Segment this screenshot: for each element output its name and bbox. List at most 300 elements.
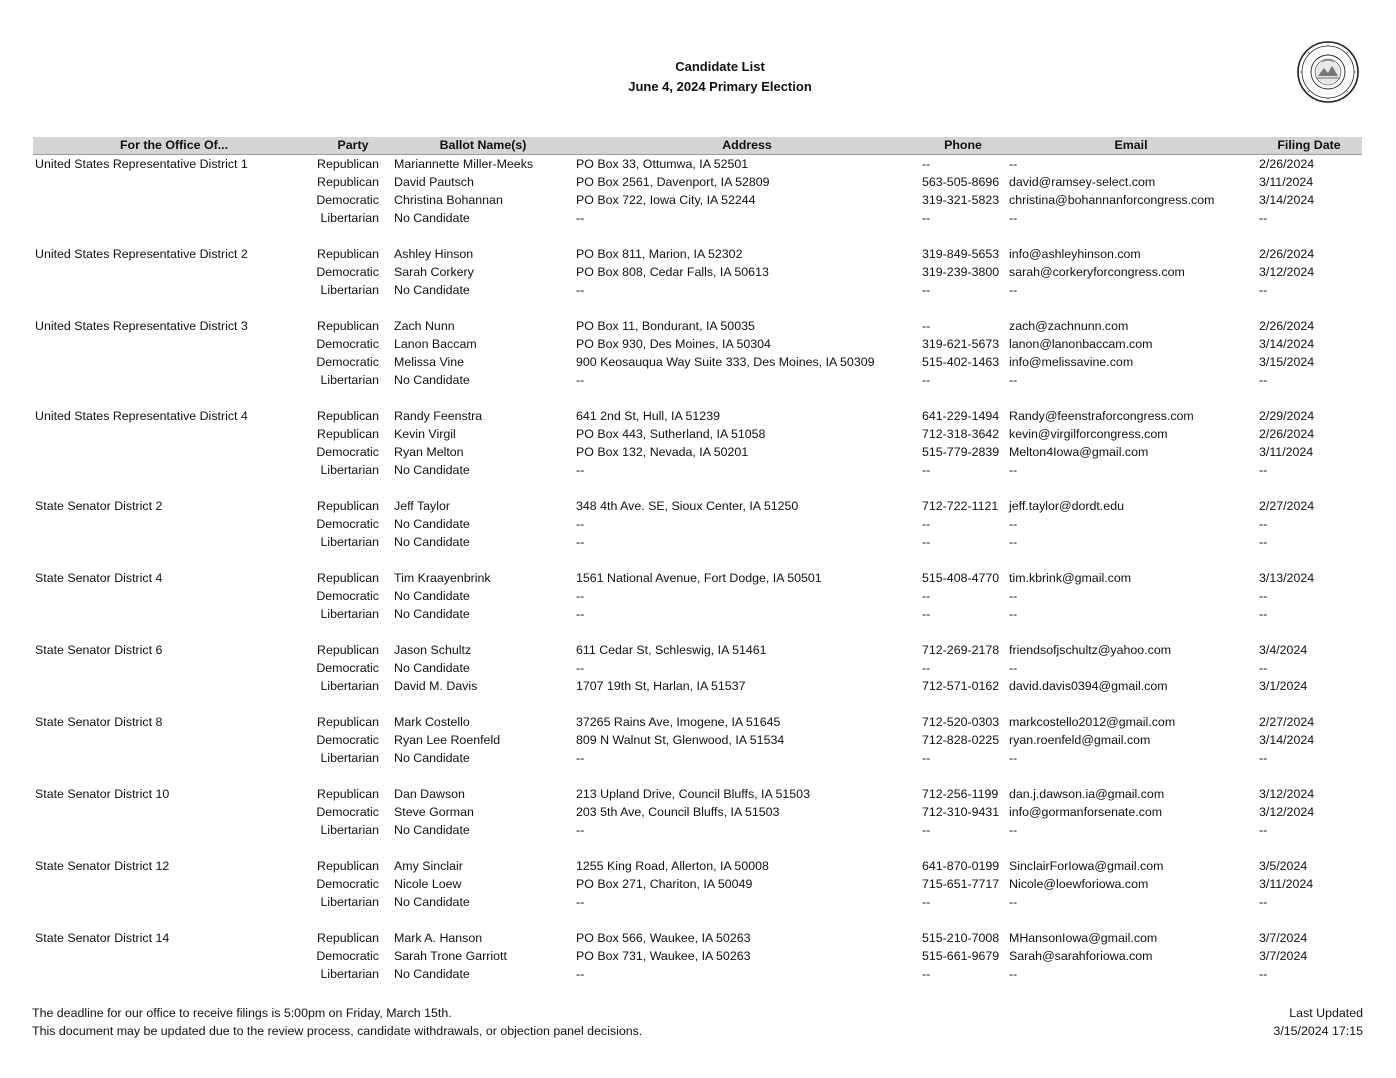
- email: markcostello2012@gmail.com: [1009, 715, 1176, 729]
- phone: 515-210-7008: [922, 931, 1000, 945]
- phone: 641-870-0199: [922, 859, 1000, 873]
- office-name: State Senator District 6: [35, 643, 163, 657]
- party: Republican: [317, 643, 379, 657]
- phone: 515-408-4770: [922, 571, 1000, 585]
- address: PO Box 443, Sutherland, IA 51058: [576, 427, 766, 441]
- filing-date: 3/14/2024: [1259, 733, 1315, 747]
- group-spacer: [0, 299, 1396, 317]
- office-group: [0, 641, 1396, 713]
- address: 348 4th Ave. SE, Sioux Center, IA 51250: [576, 499, 799, 513]
- ballot-name: Christina Bohannan: [394, 193, 503, 207]
- table-row: [0, 749, 1396, 767]
- email: --: [1009, 751, 1018, 765]
- email: --: [1009, 211, 1018, 225]
- phone: --: [922, 751, 931, 765]
- table-row: [0, 245, 1396, 263]
- address: --: [576, 535, 585, 549]
- table-row: [0, 641, 1396, 659]
- header-office: For the Office Of...: [119, 138, 229, 152]
- table-row: [0, 569, 1396, 587]
- email: info@gormanforsenate.com: [1009, 805, 1163, 819]
- phone: --: [922, 823, 931, 837]
- candidate-table-body: [0, 155, 1396, 983]
- table-row: [0, 929, 1396, 947]
- filing-date: 3/11/2024: [1259, 445, 1314, 459]
- email: christina@bohannanforcongress.com: [1009, 193, 1215, 207]
- table-row: [0, 425, 1396, 443]
- office-name: State Senator District 12: [35, 859, 170, 873]
- filing-date: 3/7/2024: [1259, 949, 1308, 963]
- table-row: [0, 443, 1396, 461]
- document-title-block: [0, 57, 1396, 97]
- ballot-name: Jason Schultz: [394, 643, 472, 657]
- email: Sarah@sarahforiowa.com: [1009, 949, 1153, 963]
- ballot-name: No Candidate: [394, 823, 470, 837]
- phone: 319-239-3800: [922, 265, 1000, 279]
- party: Democratic: [316, 589, 379, 603]
- address: --: [576, 463, 585, 477]
- filing-date: --: [1259, 895, 1268, 909]
- footer-update-note: This document may be updated due to the review process, candidate withdrawals, or objection panel decisions.: [32, 1024, 643, 1038]
- email: info@ashleyhinson.com: [1009, 247, 1141, 261]
- address: --: [576, 967, 585, 981]
- table-row: [0, 821, 1396, 839]
- office-name: State Senator District 10: [35, 787, 170, 801]
- party: Democratic: [316, 661, 379, 675]
- email: lanon@lanonbaccam.com: [1009, 337, 1153, 351]
- table-row: [0, 803, 1396, 821]
- party: Libertarian: [320, 751, 379, 765]
- address: 37265 Rains Ave, Imogene, IA 51645: [576, 715, 781, 729]
- phone: 515-779-2839: [922, 445, 1000, 459]
- table-row: [0, 875, 1396, 893]
- group-spacer: [0, 551, 1396, 569]
- filing-date: --: [1259, 517, 1268, 531]
- office-group: [0, 857, 1396, 929]
- email: --: [1009, 535, 1018, 549]
- ballot-name: David M. Davis: [394, 679, 478, 693]
- phone: --: [922, 373, 931, 387]
- ballot-name: David Pautsch: [394, 175, 474, 189]
- email: --: [1009, 373, 1018, 387]
- address: --: [576, 211, 585, 225]
- email: --: [1009, 661, 1018, 675]
- phone: --: [922, 967, 931, 981]
- table-row: [0, 209, 1396, 227]
- filing-date: --: [1259, 535, 1268, 549]
- address: PO Box 930, Des Moines, IA 50304: [576, 337, 771, 351]
- phone: 712-269-2178: [922, 643, 1000, 657]
- address: PO Box 811, Marion, IA 52302: [576, 247, 743, 261]
- address: PO Box 2561, Davenport, IA 52809: [576, 175, 770, 189]
- table-row: [0, 173, 1396, 191]
- filing-date: --: [1259, 373, 1268, 387]
- address: --: [576, 517, 585, 531]
- ballot-name: No Candidate: [394, 607, 470, 621]
- table-row: [0, 965, 1396, 983]
- office-group: [0, 569, 1396, 641]
- filing-date: 2/27/2024: [1259, 499, 1315, 513]
- phone: 319-849-5653: [922, 247, 1000, 261]
- email: jeff.taylor@dordt.edu: [1009, 499, 1124, 513]
- table-row: [0, 947, 1396, 965]
- phone: --: [922, 319, 931, 333]
- address: --: [576, 607, 585, 621]
- ballot-name: Amy Sinclair: [394, 859, 463, 873]
- table-row: [0, 317, 1396, 335]
- filing-date: 3/15/2024: [1259, 355, 1315, 369]
- party: Democratic: [316, 805, 379, 819]
- footer-notes: [32, 1004, 642, 1040]
- address: PO Box 271, Chariton, IA 50049: [576, 877, 753, 891]
- email: --: [1009, 895, 1018, 909]
- filing-date: 3/12/2024: [1259, 265, 1315, 279]
- filing-date: 3/5/2024: [1259, 859, 1308, 873]
- party: Republican: [317, 499, 379, 513]
- phone: 515-661-9679: [922, 949, 1000, 963]
- filing-date: 3/7/2024: [1259, 931, 1308, 945]
- ballot-name: Randy Feenstra: [394, 409, 483, 423]
- email: --: [1009, 967, 1018, 981]
- ballot-name: Lanon Baccam: [394, 337, 477, 351]
- office-group: [0, 245, 1396, 317]
- filing-date: 3/1/2024: [1259, 679, 1308, 693]
- party: Democratic: [316, 355, 379, 369]
- address: PO Box 566, Waukee, IA 50263: [576, 931, 751, 945]
- party: Republican: [317, 787, 379, 801]
- filing-date: --: [1259, 751, 1268, 765]
- email: david@ramsey-select.com: [1009, 175, 1156, 189]
- header-address: Address: [722, 138, 772, 152]
- phone: 712-318-3642: [922, 427, 1000, 441]
- ballot-name: No Candidate: [394, 283, 470, 297]
- table-header: [33, 137, 1362, 155]
- filing-date: --: [1259, 211, 1268, 225]
- table-row: [0, 587, 1396, 605]
- ballot-name: Melissa Vine: [394, 355, 465, 369]
- table-row: [0, 353, 1396, 371]
- header-party: Party: [337, 138, 369, 152]
- email: tim.kbrink@gmail.com: [1009, 571, 1132, 585]
- office-group: [0, 713, 1396, 785]
- office-group: [0, 155, 1396, 245]
- phone: --: [922, 157, 931, 171]
- party: Republican: [317, 715, 379, 729]
- ballot-name: Ryan Lee Roenfeld: [394, 733, 501, 747]
- filing-date: 3/14/2024: [1259, 193, 1315, 207]
- table-row: [0, 677, 1396, 695]
- table-row: [0, 857, 1396, 875]
- address: 213 Upland Drive, Council Bluffs, IA 51503: [576, 787, 810, 801]
- table-row: [0, 371, 1396, 389]
- header-phone: Phone: [944, 138, 982, 152]
- phone: --: [922, 661, 931, 675]
- document-subtitle: June 4, 2024 Primary Election: [628, 79, 812, 94]
- address: PO Box 808, Cedar Falls, IA 50613: [576, 265, 769, 279]
- address: 900 Keosauqua Way Suite 333, Des Moines, IA 50309: [576, 355, 875, 369]
- email: info@melissavine.com: [1009, 355, 1134, 369]
- table-row: [0, 893, 1396, 911]
- party: Libertarian: [320, 283, 379, 297]
- ballot-name: Steve Gorman: [394, 805, 474, 819]
- header-email: Email: [1114, 138, 1148, 152]
- phone: 712-828-0225: [922, 733, 1000, 747]
- party: Libertarian: [320, 679, 379, 693]
- filing-date: 3/11/2024: [1259, 175, 1314, 189]
- office-name: United States Representative District 4: [35, 409, 248, 423]
- filing-date: --: [1259, 463, 1268, 477]
- ballot-name: No Candidate: [394, 463, 470, 477]
- group-spacer: [0, 839, 1396, 857]
- party: Libertarian: [320, 823, 379, 837]
- filing-date: 2/26/2024: [1259, 427, 1315, 441]
- address: 641 2nd St, Hull, IA 51239: [576, 409, 720, 423]
- phone: --: [922, 589, 931, 603]
- party: Republican: [317, 319, 379, 333]
- office-group: [0, 407, 1396, 497]
- table-row: [0, 659, 1396, 677]
- ballot-name: No Candidate: [394, 589, 470, 603]
- office-name: State Senator District 2: [35, 499, 163, 513]
- table-row: [0, 785, 1396, 803]
- address: 611 Cedar St, Schleswig, IA 51461: [576, 643, 767, 657]
- ballot-name: No Candidate: [394, 517, 470, 531]
- ballot-name: Jeff Taylor: [394, 499, 451, 513]
- address: 203 5th Ave, Council Bluffs, IA 51503: [576, 805, 780, 819]
- phone: 319-321-5823: [922, 193, 1000, 207]
- table-row: [0, 281, 1396, 299]
- office-group: [0, 497, 1396, 569]
- ballot-name: Tim Kraayenbrink: [394, 571, 491, 585]
- filing-date: --: [1259, 283, 1268, 297]
- email: david.davis0394@gmail.com: [1009, 679, 1168, 693]
- address: PO Box 132, Nevada, IA 50201: [576, 445, 749, 459]
- filing-date: --: [1259, 967, 1268, 981]
- email: sarah@corkeryforcongress.com: [1009, 265, 1185, 279]
- phone: 319-621-5673: [922, 337, 1000, 351]
- office-name: United States Representative District 1: [35, 157, 248, 171]
- ballot-name: Mariannette Miller-Meeks: [394, 157, 534, 171]
- group-spacer: [0, 911, 1396, 929]
- party: Republican: [317, 247, 379, 261]
- party: Republican: [317, 175, 379, 189]
- table-row: [0, 713, 1396, 731]
- email: --: [1009, 607, 1018, 621]
- office-group: [0, 785, 1396, 857]
- table-row: [0, 407, 1396, 425]
- filing-date: 3/12/2024: [1259, 805, 1315, 819]
- ballot-name: Zach Nunn: [394, 319, 455, 333]
- party: Republican: [317, 931, 379, 945]
- ballot-name: Mark Costello: [394, 715, 470, 729]
- ballot-name: Ryan Melton: [394, 445, 464, 459]
- filing-date: 3/13/2024: [1259, 571, 1315, 585]
- table-row: [0, 731, 1396, 749]
- office-group: [0, 929, 1396, 983]
- address: PO Box 722, Iowa City, IA 52244: [576, 193, 756, 207]
- document-title: Candidate List: [675, 59, 765, 74]
- phone: 563-505-8696: [922, 175, 1000, 189]
- email: Melton4Iowa@gmail.com: [1009, 445, 1149, 459]
- party: Democratic: [316, 445, 379, 459]
- table-row: [0, 155, 1396, 173]
- ballot-name: No Candidate: [394, 967, 470, 981]
- phone: 712-520-0303: [922, 715, 1000, 729]
- party: Democratic: [316, 733, 379, 747]
- phone: --: [922, 895, 931, 909]
- filing-date: 2/26/2024: [1259, 319, 1315, 333]
- ballot-name: No Candidate: [394, 895, 470, 909]
- email: Nicole@loewforiowa.com: [1009, 877, 1149, 891]
- table-row: [0, 263, 1396, 281]
- email: kevin@virgilforcongress.com: [1009, 427, 1168, 441]
- address: PO Box 11, Bondurant, IA 50035: [576, 319, 755, 333]
- party: Republican: [317, 859, 379, 873]
- party: Libertarian: [320, 535, 379, 549]
- last-updated-value: 3/15/2024 17:15: [1273, 1024, 1363, 1038]
- ballot-name: No Candidate: [394, 661, 470, 675]
- ballot-name: Sarah Trone Garriott: [394, 949, 507, 963]
- email: --: [1009, 157, 1018, 171]
- ballot-name: No Candidate: [394, 535, 470, 549]
- table-row: [0, 515, 1396, 533]
- party: Libertarian: [320, 895, 379, 909]
- email: MHansonIowa@gmail.com: [1009, 931, 1158, 945]
- group-spacer: [0, 695, 1396, 713]
- address: --: [576, 823, 585, 837]
- last-updated-label: Last Updated: [1289, 1006, 1363, 1020]
- table-row: [0, 533, 1396, 551]
- party: Libertarian: [320, 463, 379, 477]
- phone: --: [922, 607, 931, 621]
- table-row: [0, 335, 1396, 353]
- ballot-name: Nicole Loew: [394, 877, 462, 891]
- filing-date: 3/12/2024: [1259, 787, 1315, 801]
- ballot-name: No Candidate: [394, 751, 470, 765]
- phone: 712-310-9431: [922, 805, 1000, 819]
- party: Democratic: [316, 877, 379, 891]
- header-filing-date: Filing Date: [1277, 138, 1341, 152]
- address: --: [576, 751, 585, 765]
- party: Democratic: [316, 517, 379, 531]
- office-name: United States Representative District 2: [35, 247, 248, 261]
- filing-date: 2/26/2024: [1259, 157, 1315, 171]
- group-spacer: [0, 479, 1396, 497]
- address: 1255 King Road, Allerton, IA 50008: [576, 859, 769, 873]
- email: --: [1009, 283, 1018, 297]
- table-row: [0, 497, 1396, 515]
- office-name: State Senator District 4: [35, 571, 163, 585]
- address: PO Box 33, Ottumwa, IA 52501: [576, 157, 749, 171]
- filing-date: --: [1259, 589, 1268, 603]
- ballot-name: Dan Dawson: [394, 787, 465, 801]
- table-row: [0, 605, 1396, 623]
- phone: --: [922, 463, 931, 477]
- party: Democratic: [316, 949, 379, 963]
- address: 809 N Walnut St, Glenwood, IA 51534: [576, 733, 785, 747]
- address: --: [576, 895, 585, 909]
- header-ballot-name: Ballot Name(s): [439, 138, 527, 152]
- email: zach@zachnunn.com: [1009, 319, 1129, 333]
- party: Democratic: [316, 265, 379, 279]
- filing-date: 3/14/2024: [1259, 337, 1315, 351]
- party: Republican: [317, 157, 379, 171]
- office-name: State Senator District 14: [35, 931, 170, 945]
- office-name: State Senator District 8: [35, 715, 163, 729]
- phone: --: [922, 211, 931, 225]
- phone: 712-571-0162: [922, 679, 1000, 693]
- office-name: United States Representative District 3: [35, 319, 248, 333]
- email: --: [1009, 517, 1018, 531]
- table-row: [0, 461, 1396, 479]
- group-spacer: [0, 767, 1396, 785]
- email: --: [1009, 463, 1018, 477]
- filing-date: --: [1259, 823, 1268, 837]
- party: Republican: [317, 571, 379, 585]
- footer-last-updated: [1273, 1004, 1363, 1040]
- address: --: [576, 589, 585, 603]
- email: ryan.roenfeld@gmail.com: [1009, 733, 1151, 747]
- filing-date: --: [1259, 661, 1268, 675]
- ballot-name: No Candidate: [394, 211, 470, 225]
- group-spacer: [0, 389, 1396, 407]
- phone: --: [922, 517, 931, 531]
- email: --: [1009, 589, 1018, 603]
- filing-date: 3/11/2024: [1259, 877, 1314, 891]
- address: 1707 19th St, Harlan, IA 51537: [576, 679, 746, 693]
- group-spacer: [0, 227, 1396, 245]
- filing-date: 2/27/2024: [1259, 715, 1315, 729]
- filing-date: --: [1259, 607, 1268, 621]
- address: --: [576, 283, 585, 297]
- phone: 515-402-1463: [922, 355, 1000, 369]
- table-row: [0, 191, 1396, 209]
- ballot-name: Kevin Virgil: [394, 427, 456, 441]
- state-seal-icon: [1294, 40, 1362, 104]
- party: Libertarian: [320, 607, 379, 621]
- email: friendsofjschultz@yahoo.com: [1009, 643, 1172, 657]
- group-spacer: [0, 623, 1396, 641]
- party: Libertarian: [320, 373, 379, 387]
- ballot-name: Sarah Corkery: [394, 265, 474, 279]
- address: PO Box 731, Waukee, IA 50263: [576, 949, 751, 963]
- email: Randy@feenstraforcongress.com: [1009, 409, 1194, 423]
- party: Democratic: [316, 337, 379, 351]
- email: SinclairForIowa@gmail.com: [1009, 859, 1164, 873]
- filing-date: 2/26/2024: [1259, 247, 1315, 261]
- office-group: [0, 317, 1396, 407]
- ballot-name: No Candidate: [394, 373, 470, 387]
- address: 1561 National Avenue, Fort Dodge, IA 50501: [576, 571, 822, 585]
- party: Democratic: [316, 193, 379, 207]
- filing-date: 2/29/2024: [1259, 409, 1315, 423]
- phone: 712-722-1121: [922, 499, 999, 513]
- phone: 712-256-1199: [922, 787, 999, 801]
- ballot-name: Ashley Hinson: [394, 247, 474, 261]
- phone: --: [922, 283, 931, 297]
- footer-deadline-note: The deadline for our office to receive filings is 5:00pm on Friday, March 15th.: [32, 1006, 452, 1020]
- party: Libertarian: [320, 211, 379, 225]
- party: Libertarian: [320, 967, 379, 981]
- party: Republican: [317, 409, 379, 423]
- phone: --: [922, 535, 931, 549]
- email: --: [1009, 823, 1018, 837]
- address: --: [576, 373, 585, 387]
- phone: 715-651-7717: [922, 877, 1000, 891]
- filing-date: 3/4/2024: [1259, 643, 1308, 657]
- ballot-name: Mark A. Hanson: [394, 931, 483, 945]
- email: dan.j.dawson.ia@gmail.com: [1009, 787, 1165, 801]
